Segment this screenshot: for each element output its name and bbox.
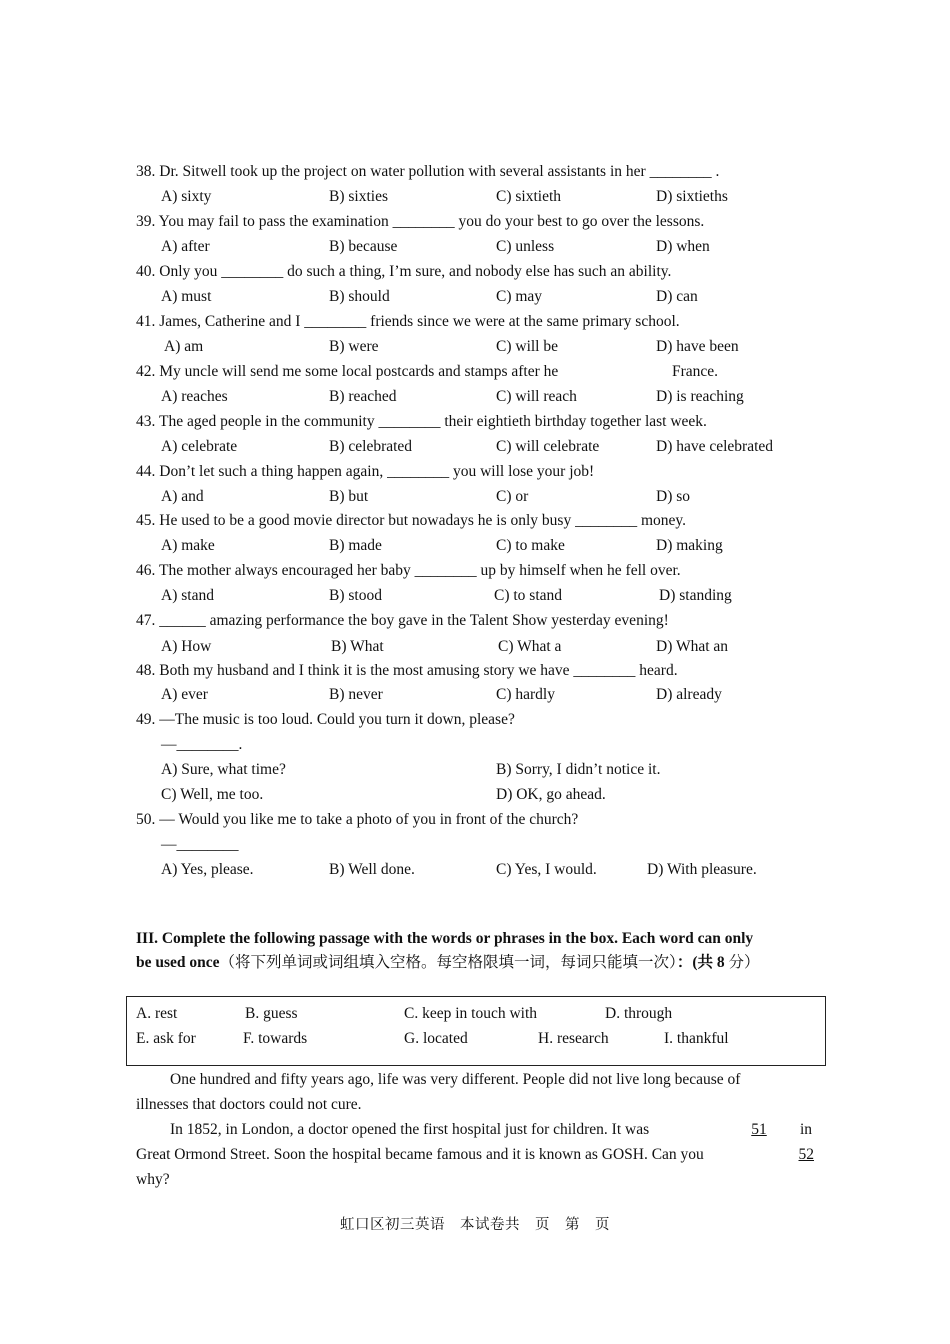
option-49b: B) Sorry, I didn’t notice it.: [496, 761, 661, 778]
word-option-b: B. guess: [245, 1005, 298, 1022]
word-option-i: I. thankful: [664, 1030, 729, 1047]
option-41a: A) am: [164, 338, 204, 355]
option-42a: A) reaches: [161, 388, 228, 405]
word-option-g: G. located: [404, 1030, 468, 1047]
option-39a: A) after: [161, 238, 210, 255]
option-50d: D) With pleasure.: [647, 861, 757, 878]
option-43a: A) celebrate: [161, 438, 238, 455]
option-38c: C) sixtieth: [496, 188, 562, 205]
option-41c: C) will be: [496, 338, 558, 355]
section-3-chinese-instructions: （将下列单词或词组填入空格。每空格限填一词，每词只能填一次）: [219, 954, 677, 971]
option-45c: C) to make: [496, 537, 565, 554]
option-39c: C) unless: [496, 238, 555, 255]
option-38d: D) sixtieths: [656, 188, 728, 205]
question-46: 46. The mother always encouraged her baby ________ up by himself when he fell over.: [136, 562, 681, 579]
option-44d: D) so: [656, 488, 691, 505]
word-option-e: E. ask for: [136, 1030, 196, 1047]
option-45d: D) making: [656, 537, 723, 554]
passage-text: In 1852, in London, a doctor opened the first hospital just for children. It was: [170, 1121, 650, 1138]
option-43c: C) will celebrate: [496, 438, 600, 455]
option-50a: A) Yes, please.: [161, 861, 254, 878]
section-3-heading: III. Complete the following passage with the words or phrases in the box. Each word can only: [136, 930, 754, 947]
option-44c: C) or: [496, 488, 529, 505]
question-42-tail: France.: [672, 363, 719, 380]
blank-52[interactable]: 52: [798, 1146, 814, 1163]
page-footer: 虹口区初三英语 本试卷共 页 第 页: [340, 1217, 610, 1233]
passage-p2-line1: [170, 1120, 649, 1140]
option-47a: A) How: [161, 638, 212, 655]
word-option-a: A. rest: [136, 1005, 178, 1022]
passage-p1-line2: illnesses that doctors could not cure.: [136, 1096, 362, 1113]
question-41: 41. James, Catherine and I ________ friends since we were at the same primary school.: [136, 313, 680, 330]
option-43b: B) celebrated: [329, 438, 413, 455]
question-39: 39. You may fail to pass the examination ________ you do your best to go over the lessons.: [136, 213, 705, 230]
option-50b: B) Well done.: [329, 861, 415, 878]
option-43d: D) have celebrated: [656, 438, 774, 455]
passage-p2-in: in: [800, 1121, 813, 1138]
option-48a: A) ever: [161, 686, 208, 703]
option-49a: A) Sure, what time?: [161, 761, 286, 778]
option-39b: B) because: [329, 238, 398, 255]
option-48c: C) hardly: [496, 686, 555, 703]
word-option-d: D. through: [605, 1005, 673, 1022]
word-option-c: C. keep in touch with: [404, 1005, 538, 1022]
option-39d: D) when: [656, 238, 710, 255]
option-38b: B) sixties: [329, 188, 388, 205]
option-45b: B) made: [329, 537, 382, 554]
option-44b: B) but: [329, 488, 369, 505]
passage-p2-line2: Great Ormond Street. Soon the hospital became famous and it is known as GOSH. Can you: [136, 1146, 704, 1163]
section-3-heading-2: [136, 953, 760, 973]
option-42d: D) is reaching: [656, 388, 744, 405]
option-46d: D) standing: [659, 587, 732, 604]
option-48d: D) already: [656, 686, 722, 703]
question-50: 50. — Would you like me to take a photo of you in front of the church?: [136, 811, 579, 828]
question-38: 38. Dr. Sitwell took up the project on water pollution with several assistants in her ________ .: [136, 163, 720, 180]
section-3-bold-text: be used once: [136, 954, 220, 971]
option-41d: D) have been: [656, 338, 739, 355]
question-43: 43. The aged people in the community ________ their eightieth birthday together last week.: [136, 413, 707, 430]
question-48: 48. Both my husband and I think it is the most amusing story we have ________ heard.: [136, 662, 678, 679]
option-46b: B) stood: [329, 587, 382, 604]
option-49d: D) OK, go ahead.: [496, 786, 606, 803]
option-40b: B) should: [329, 288, 390, 305]
passage-p1-line1: One hundred and fifty years ago, life was very different. People did not live long because of: [170, 1071, 741, 1088]
option-47d: D) What an: [656, 638, 729, 655]
option-47b: B) What: [331, 638, 384, 655]
word-option-f: F. towards: [243, 1030, 308, 1047]
option-42c: C) will reach: [496, 388, 577, 405]
option-41b: B) were: [329, 338, 379, 355]
option-38a: A) sixty: [161, 188, 212, 205]
option-42b: B) reached: [329, 388, 397, 405]
option-50c: C) Yes, I would.: [496, 861, 597, 878]
option-46a: A) stand: [161, 587, 214, 604]
question-44: 44. Don’t let such a thing happen again, ________ you will lose your job!: [136, 463, 595, 480]
question-49: 49. —The music is too loud. Could you turn it down, please?: [136, 711, 515, 728]
question-49-reply: —________.: [161, 736, 243, 753]
section-3-score-suffix: 分）: [724, 954, 760, 971]
option-48b: B) never: [329, 686, 383, 703]
question-50-reply: —________: [161, 836, 239, 853]
option-44a: A) and: [161, 488, 204, 505]
option-46c: C) to stand: [494, 587, 563, 604]
passage-p2-line3: why?: [136, 1171, 170, 1188]
option-40d: D) can: [656, 288, 698, 305]
question-45: 45. He used to be a good movie director but nowadays he is only busy ________ money.: [136, 512, 687, 529]
question-42: 42. My uncle will send me some local postcards and stamps after he: [136, 363, 559, 380]
option-40c: C) may: [496, 288, 543, 305]
question-47: 47. ______ amazing performance the boy gave in the Talent Show yesterday evening!: [136, 612, 669, 629]
word-option-h: H. research: [538, 1030, 609, 1047]
section-3-score: 8: [716, 954, 725, 971]
option-47c: C) What a: [498, 638, 562, 655]
option-40a: A) must: [161, 288, 212, 305]
option-49c: C) Well, me too.: [161, 786, 264, 803]
section-3-score-prefix: ：(共: [676, 954, 717, 971]
blank-51[interactable]: 51: [751, 1121, 767, 1138]
option-45a: A) make: [161, 537, 215, 554]
question-40: 40. Only you ________ do such a thing, I’m sure, and nobody else has such an ability.: [136, 263, 672, 280]
